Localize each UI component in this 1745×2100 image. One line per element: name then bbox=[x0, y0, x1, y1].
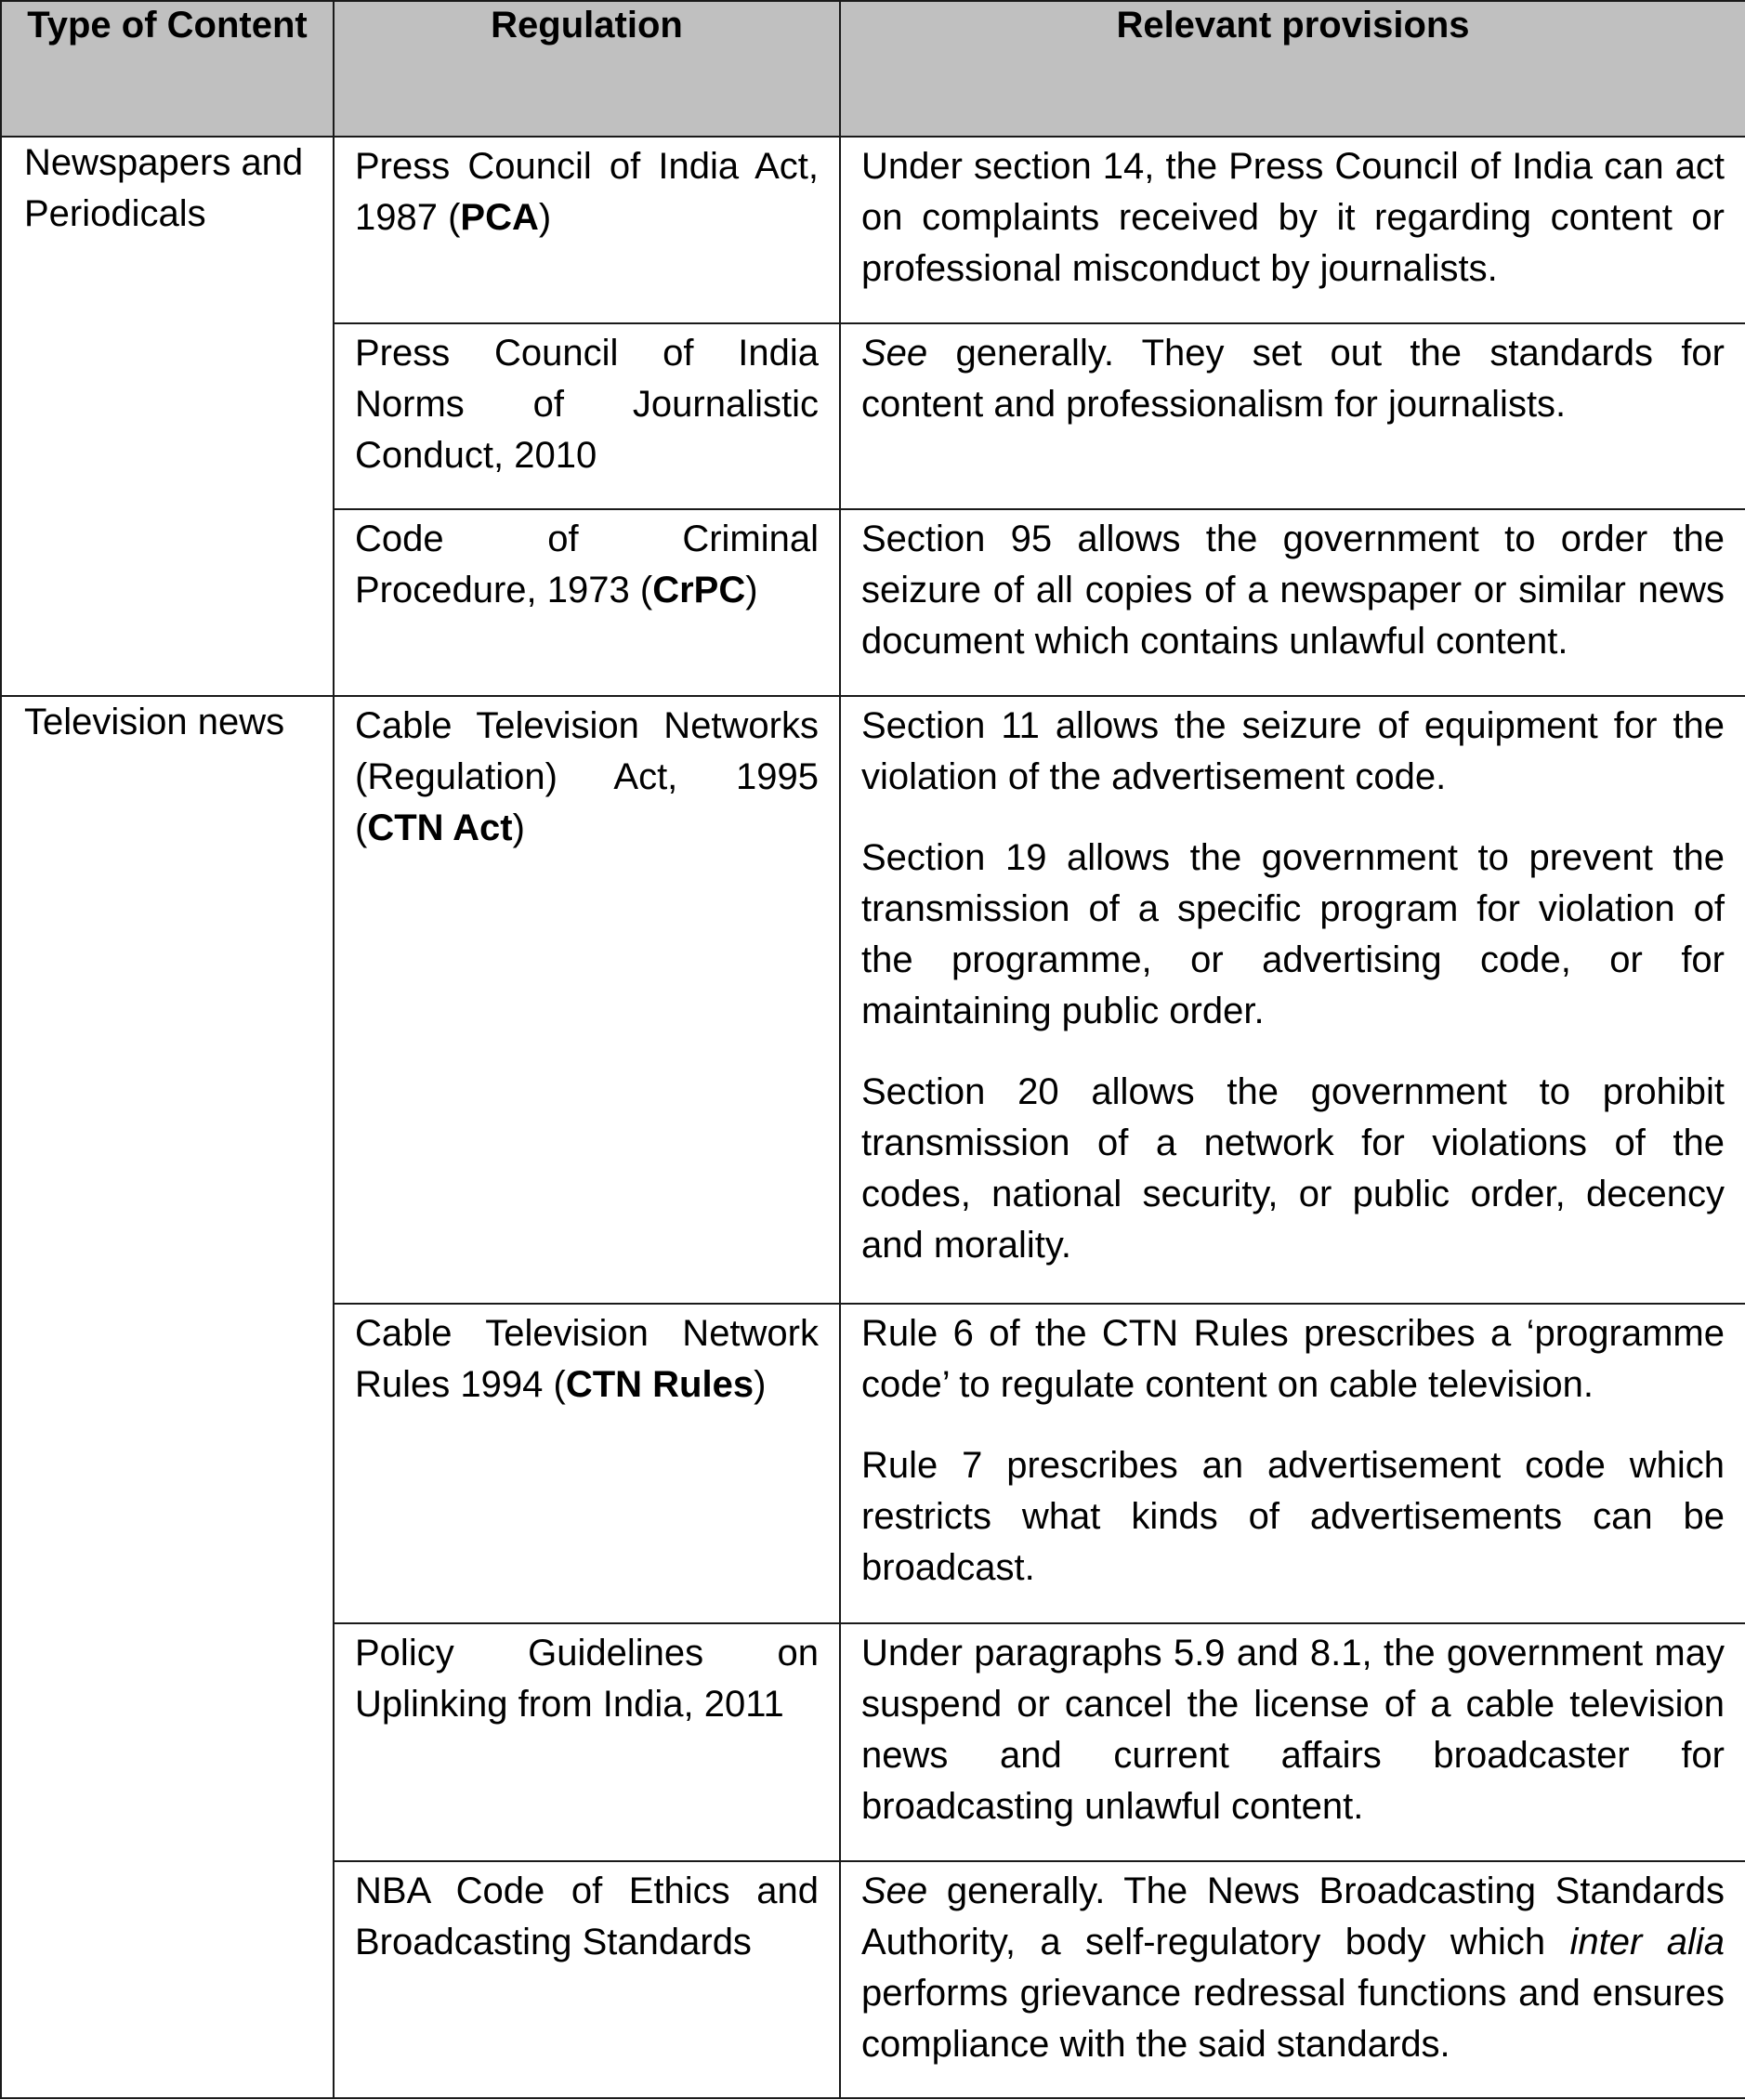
type-cell-television-news: Television news bbox=[1, 696, 334, 2098]
type-cell-newspapers: Newspapers and Periodicals bbox=[1, 137, 334, 696]
regulation-cell: NBA Code of Ethics and Broadcasting Standards bbox=[334, 1861, 840, 2098]
provisions-cell: See generally. The News Broadcasting Standards Authority, a self-regulatory body which inter alia performs grievance redressal functions and ensures compliance with the said standards. bbox=[840, 1861, 1745, 2098]
provisions-cell: Under section 14, the Press Council of India can act on complaints received by it regarding content or professional misconduct by journalists. bbox=[840, 137, 1745, 323]
regulation-cell: Code of Criminal Procedure, 1973 (CrPC) bbox=[334, 509, 840, 696]
table-row bbox=[1, 696, 1745, 1304]
regulation-cell: Cable Television Network Rules 1994 (CTN Rules) bbox=[334, 1304, 840, 1623]
provisions-cell: Under paragraphs 5.9 and 8.1, the government may suspend or cancel the license of a cable television news and current affairs broadcaster for broadcasting unlawful content. bbox=[840, 1623, 1745, 1861]
regulation-cell: Press Council of India Act, 1987 (PCA) bbox=[334, 137, 840, 323]
provisions-cell: Section 11 allows the seizure of equipment for the violation of the advertisement code. Section 19 allows the government to prevent the transmission of a specific program for violation of the programme, or advertising code, or for maintaining public order. Section 20 allows the government to prohibit transmission of a network for violations of the codes, national security, or public order, decency and morality. bbox=[840, 696, 1745, 1304]
header-type-of-content: Type of Content bbox=[1, 1, 334, 137]
header-row bbox=[1, 1, 1745, 137]
table-row bbox=[1, 137, 1745, 323]
header-relevant-provisions: Relevant provisions bbox=[840, 1, 1745, 137]
regulation-cell: Policy Guidelines on Uplinking from India, 2011 bbox=[334, 1623, 840, 1861]
provisions-cell: See generally. They set out the standards for content and professionalism for journalists. bbox=[840, 323, 1745, 509]
header-regulation: Regulation bbox=[334, 1, 840, 137]
provisions-cell: Rule 6 of the CTN Rules prescribes a ‘programme code’ to regulate content on cable television. Rule 7 prescribes an advertisement code which restricts what kinds of advertisements can be broadcast. bbox=[840, 1304, 1745, 1623]
provisions-cell: Section 95 allows the government to order the seizure of all copies of a newspaper or similar news document which contains unlawful content. bbox=[840, 509, 1745, 696]
regulation-cell: Press Council of India Norms of Journalistic Conduct, 2010 bbox=[334, 323, 840, 509]
regulation-cell: Cable Television Networks (Regulation) Act, 1995 (CTN Act) bbox=[334, 696, 840, 1304]
